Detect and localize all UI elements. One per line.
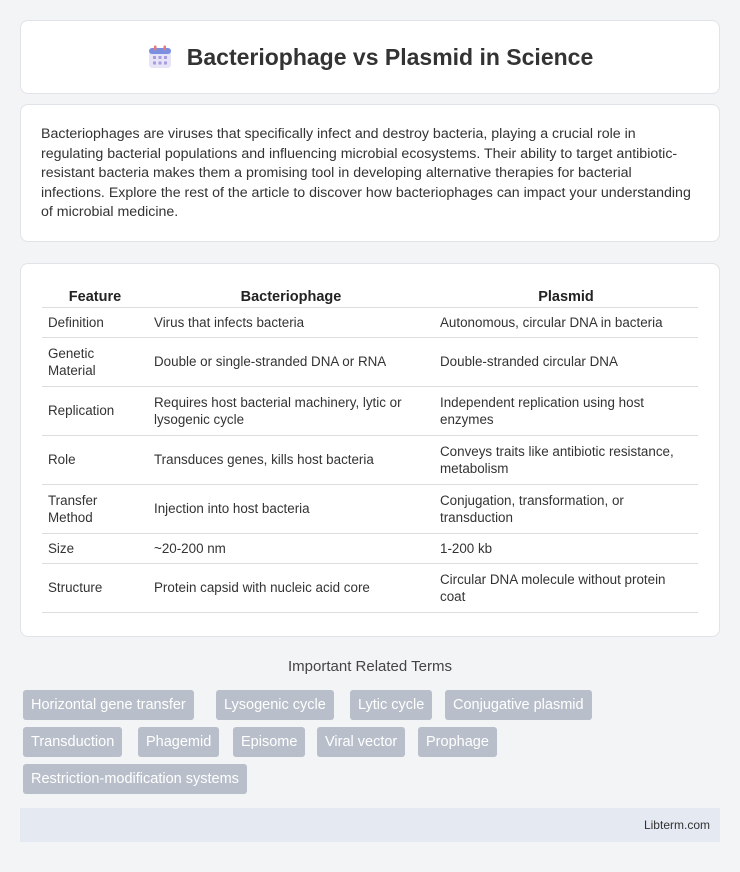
footer xyxy=(20,808,720,842)
tag-transduction[interactable]: Transduction xyxy=(23,727,122,757)
tag-phagemid[interactable]: Phagemid xyxy=(138,727,219,757)
table-row xyxy=(42,387,698,436)
table-row xyxy=(42,485,698,534)
feature-cell: Genetic Material xyxy=(42,338,148,387)
bacteriophage-cell: ~20-200 nm xyxy=(148,534,434,564)
feature-cell: Replication xyxy=(42,387,148,436)
tag-conjugative-plasmid[interactable]: Conjugative plasmid xyxy=(445,690,592,720)
tag-viral-vector[interactable]: Viral vector xyxy=(317,727,405,757)
tag-restriction-modification-systems[interactable]: Restriction-modification systems xyxy=(23,764,247,794)
plasmid-cell: 1-200 kb xyxy=(434,534,698,564)
bacteriophage-cell: Requires host bacterial machinery, lytic or lysogenic cycle xyxy=(148,387,434,436)
header-bacteriophage: Bacteriophage xyxy=(148,286,434,308)
table-row xyxy=(42,534,698,564)
tag-lytic-cycle[interactable]: Lytic cycle xyxy=(350,690,432,720)
plasmid-cell: Conjugation, transformation, or transduction xyxy=(434,485,698,534)
plasmid-cell: Independent replication using host enzymes xyxy=(434,387,698,436)
feature-cell: Definition xyxy=(42,308,148,338)
related-terms-title: Important Related Terms xyxy=(288,658,452,675)
intro-text: Bacteriophages are viruses that specifically infect and destroy bacteria, playing a crucial role in regulating bacterial populations and influencing microbial ecosystems. Their ability to target antibiotic-resistant bacteria makes them a promising tool in developing alternative therapies for bacterial infections. Explore the rest of the article to discover how bacteriophages can impact your understanding of microbial medicine. xyxy=(41,126,691,220)
feature-cell: Role xyxy=(42,436,148,485)
page-title: Bacteriophage vs Plasmid in Science xyxy=(186,43,594,70)
table-row xyxy=(42,564,698,613)
tag-horizontal-gene-transfer[interactable]: Horizontal gene transfer xyxy=(23,690,194,720)
bacteriophage-cell: Injection into host bacteria xyxy=(148,485,434,534)
feature-cell: Structure xyxy=(42,564,148,613)
feature-cell: Transfer Method xyxy=(42,485,148,534)
bacteriophage-cell: Virus that infects bacteria xyxy=(148,308,434,338)
bacteriophage-cell: Double or single-stranded DNA or RNA xyxy=(148,338,434,387)
table-row xyxy=(42,308,698,338)
tag-episome[interactable]: Episome xyxy=(233,727,305,757)
footer-site-link[interactable]: Libterm.com xyxy=(643,818,710,832)
comparison-table-card xyxy=(20,263,720,637)
calendar-icon xyxy=(147,44,173,70)
table-row xyxy=(42,436,698,485)
bacteriophage-cell: Protein capsid with nucleic acid core xyxy=(148,564,434,613)
bacteriophage-cell: Transduces genes, kills host bacteria xyxy=(148,436,434,485)
tag-prophage[interactable]: Prophage xyxy=(418,727,497,757)
plasmid-cell: Autonomous, circular DNA in bacteria xyxy=(434,308,698,338)
header-card xyxy=(20,20,720,94)
plasmid-cell: Double-stranded circular DNA xyxy=(434,338,698,387)
plasmid-cell: Conveys traits like antibiotic resistance, metabolism xyxy=(434,436,698,485)
feature-cell: Size xyxy=(42,534,148,564)
header-feature: Feature xyxy=(42,286,148,308)
tag-lysogenic-cycle[interactable]: Lysogenic cycle xyxy=(216,690,334,720)
header-plasmid: Plasmid xyxy=(434,286,698,308)
comparison-table xyxy=(42,286,698,613)
intro-card xyxy=(20,104,720,242)
table-header-row xyxy=(42,286,698,308)
table-row xyxy=(42,338,698,387)
plasmid-cell: Circular DNA molecule without protein coat xyxy=(434,564,698,613)
